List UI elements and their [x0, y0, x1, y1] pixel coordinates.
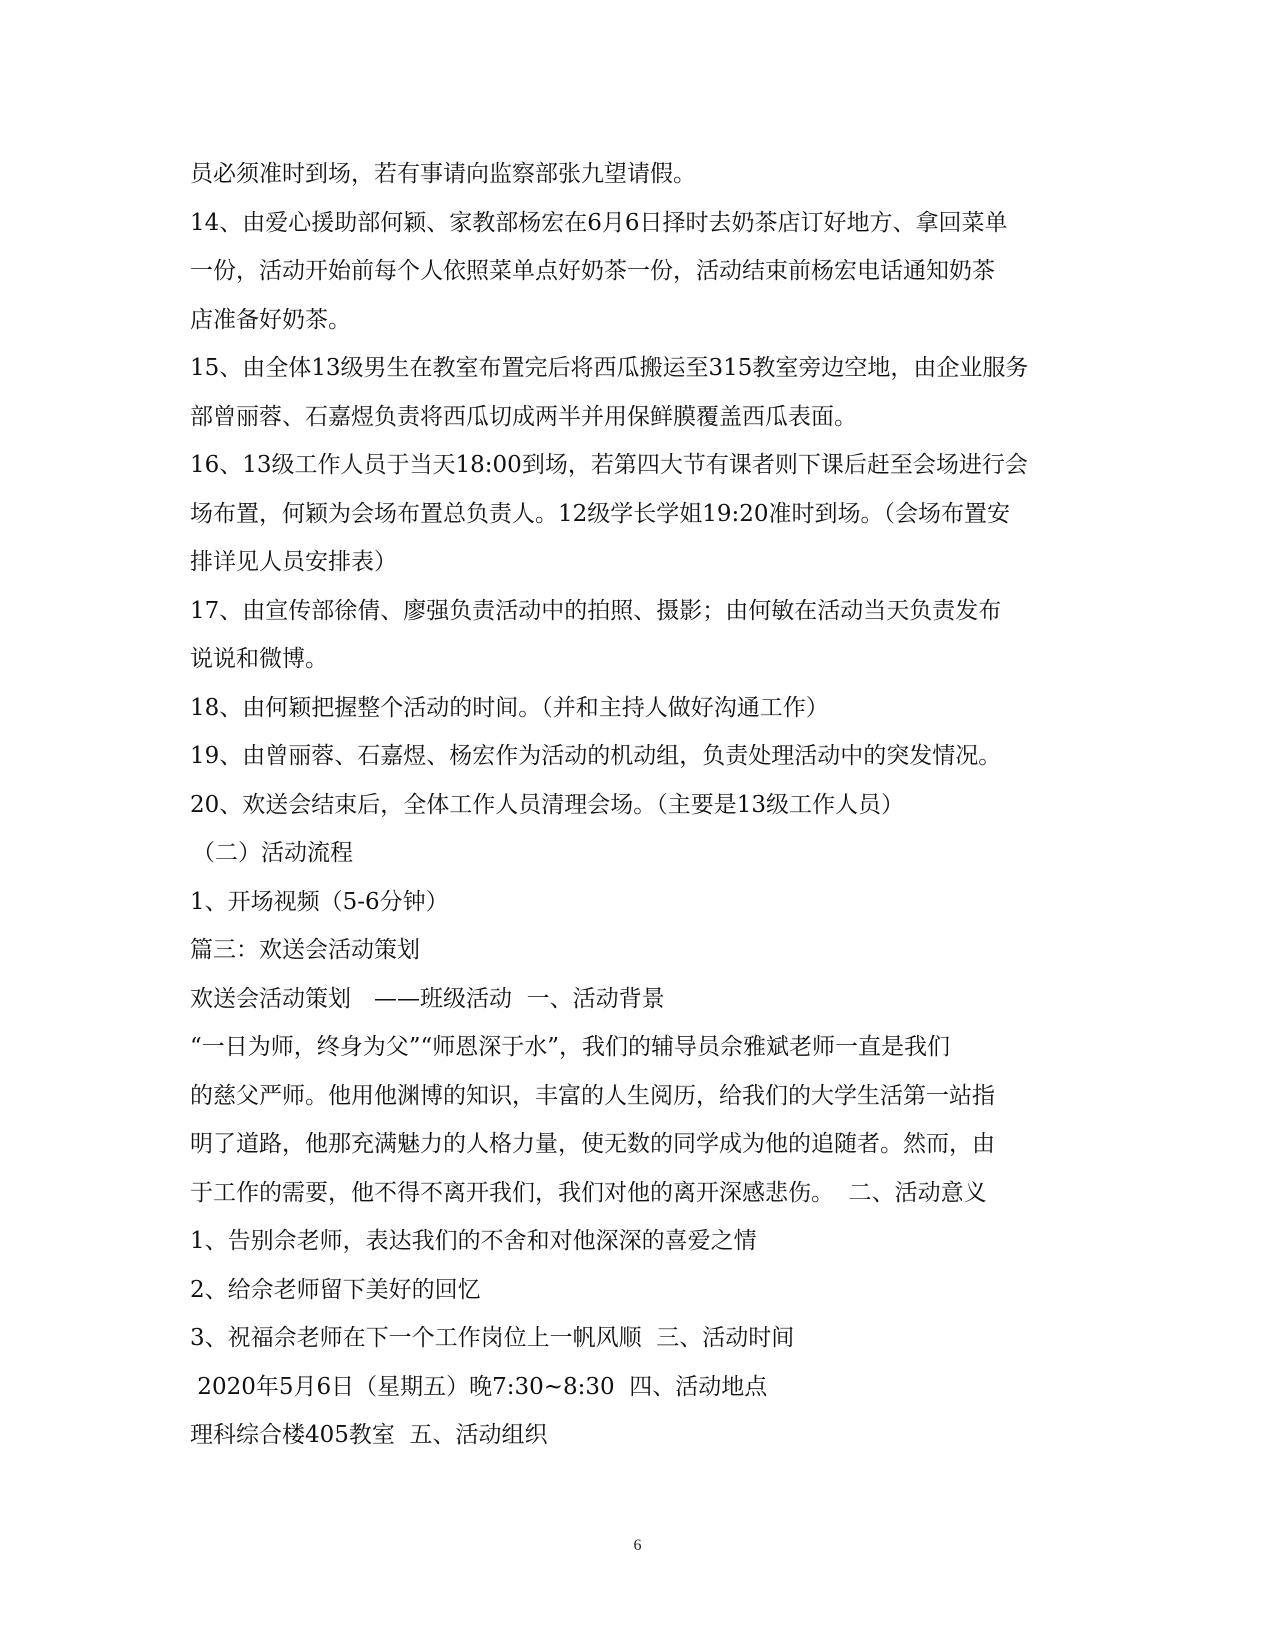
text-line: 一份，活动开始前每个人依照菜单点好奶茶一份，活动结束前杨宏电话通知奶茶 [190, 258, 995, 284]
text-line: 2020年5月6日（星期五）晚7:30~8:30 四、活动地点 [190, 1373, 768, 1400]
text-line: 1、开场视频（5-6分钟） [190, 888, 449, 915]
text-line: 理科综合楼405教室 五、活动组织 [190, 1422, 548, 1448]
text-line: 于工作的需要，他不得不离开我们，我们对他的离开深感悲伤。 二、活动意义 [190, 1179, 987, 1206]
text-line: 部曾丽蓉、石嘉煜负责将西瓜切成两半并用保鲜膜覆盖西瓜表面。 [190, 403, 857, 430]
text-line: 排详见人员安排表） [190, 549, 397, 575]
text-line: 18、由何颖把握整个活动的时间。（并和主持人做好沟通工作） [190, 694, 829, 721]
section-heading: （二）活动流程 [192, 840, 353, 866]
text-line: 2、给佘老师留下美好的回忆 [190, 1276, 481, 1303]
text-line: 说说和微博。 [190, 646, 328, 672]
text-line: 店准备好奶茶。 [190, 306, 351, 333]
page-number: 6 [633, 1537, 642, 1554]
text-line: 的慈父严师。他用他渊博的知识，丰富的人生阅历，给我们的大学生活第一站指 [190, 1082, 995, 1109]
text-line: 1、告别佘老师，表达我们的不舍和对他深深的喜爱之情 [190, 1228, 757, 1254]
text-line: 20、欢送会结束后，全体工作人员清理会场。（主要是13级工作人员） [190, 791, 905, 818]
text-line: 员必须准时到场，若有事请向监察部张九望请假。 [190, 161, 696, 187]
section-heading: 篇三：欢送会活动策划 [190, 937, 420, 963]
text-line: 3、祝福佘老师在下一个工作岗位上一帆风顺 三、活动时间 [190, 1325, 795, 1351]
text-line: “一日为师，终身为父”“师恩深于水”，我们的辅导员佘雅斌老师一直是我们 [190, 1034, 951, 1060]
text-line: 明了道路，他那充满魅力的人格力量，使无数的同学成为他的追随者。然而，由 [190, 1131, 995, 1157]
text-line: 欢送会活动策划 ——班级活动 一、活动背景 [190, 985, 665, 1012]
text-line: 15、由全体13级男生在教室布置完后将西瓜搬运至315教室旁边空地，由企业服务 [190, 355, 1029, 381]
text-line: 19、由曾丽蓉、石嘉煜、杨宏作为活动的机动组，负责处理活动中的突发情况。 [190, 743, 1002, 769]
text-line: 16、13级工作人员于当天18:00到场，若第四大节有课者则下课后赶至会场进行会 [190, 452, 1028, 478]
document-body [190, 150, 1085, 1460]
text-line: 17、由宣传部徐倩、廖强负责活动中的拍照、摄影；由何敏在活动当天负责发布 [190, 597, 1002, 624]
text-line: 场布置，何颖为会场布置总负责人。12级学长学姐19:20准时到场。（会场布置安 [190, 500, 1011, 527]
text-line: 14、由爱心援助部何颖、家教部杨宏在6月6日择时去奶茶店订好地方、拿回菜单 [190, 209, 1008, 236]
